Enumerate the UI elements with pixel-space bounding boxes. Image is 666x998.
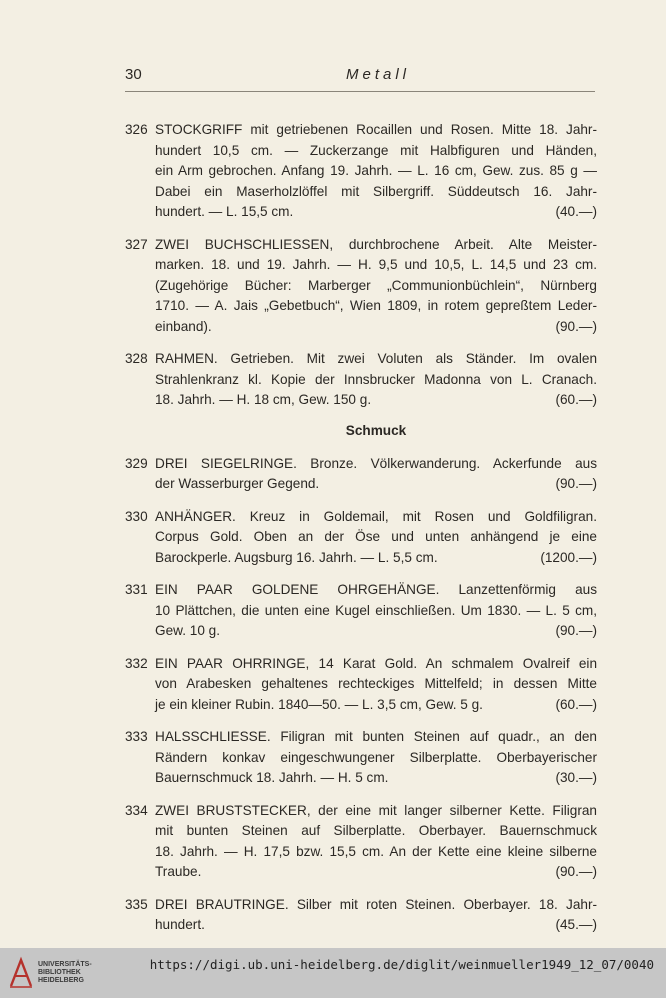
- entry-price: (45.—): [555, 917, 597, 932]
- catalog-entry: [125, 507, 597, 569]
- entry-line: 1710. — A. Jais „Gebetbuch“, Wien 1809, in rotem gepreßtem Leder-: [155, 298, 597, 313]
- entry-line: DREI BRAUTRINGE. Silber mit roten Steinen. Oberbayer. 18. Jahr-: [155, 896, 597, 912]
- entry-description: [155, 895, 597, 936]
- entry-line: von Arabesken gehaltenes rechteckiges Mittelfeld; in dessen Mitte: [155, 676, 597, 691]
- section-heading: Schmuck: [345, 422, 407, 438]
- entry-line: Traube.: [155, 864, 202, 879]
- entry-last-line: [155, 548, 597, 569]
- entry-line: Corpus Gold. Oben an der Öse und unten anhängend je eine: [155, 529, 597, 544]
- entry-line: HALSSCHLIESSE. Filigran mit bunten Steinen auf quadr., an den: [155, 729, 597, 744]
- entry-last-line: [155, 862, 597, 883]
- entry-line: ZWEI BRUSTSTECKER, der eine mit langer silberner Kette. Filigran: [155, 802, 597, 818]
- entry-line: hundert 10,5 cm. — Zuckerzange mit Halbfiguren und Händen,: [155, 142, 597, 158]
- entry-line: marken. 18. und 19. Jahrh. — H. 9,5 und 10,5, L. 14,5 und 23 cm.: [155, 257, 597, 272]
- entry-last-line: [155, 390, 597, 411]
- entry-last-line: [155, 915, 597, 936]
- entry-last-line: [155, 621, 597, 642]
- entry-number: 328: [125, 351, 148, 366]
- catalog-entry: [125, 120, 597, 223]
- entry-description: [155, 235, 597, 338]
- catalog-entry: [125, 454, 597, 495]
- entry-description: [155, 801, 597, 883]
- logo-line: HEIDELBERG: [38, 977, 84, 984]
- entry-last-line: [155, 768, 597, 789]
- entry-line: Strahlenkranz kl. Kopie der Innsbrucker Madonna von L. Cranach.: [155, 371, 597, 387]
- entry-price: (60.—): [555, 696, 597, 712]
- entry-line: STOCKGRIFF mit getriebenen Rocaillen und Rosen. Mitte 18. Jahr-: [155, 122, 597, 137]
- source-url-link[interactable]: https://digi.ub.uni-heidelberg.de/diglit/weinmueller1949_12_07/0040: [149, 957, 654, 972]
- entry-line: Rändern konkav eingeschwungener Silberplatte. Oberbayerischer: [155, 749, 597, 765]
- running-title: Metall: [345, 66, 410, 83]
- entry-line: EIN PAAR OHRRINGE, 14 Karat Gold. An schmalem Ovalreif ein: [155, 655, 597, 671]
- catalog-entry: [125, 654, 597, 716]
- entry-price: (60.—): [555, 392, 597, 407]
- entry-price: (90.—): [555, 623, 597, 638]
- entry-number: 334: [125, 802, 148, 818]
- entry-line: hundert.: [155, 917, 205, 932]
- entry-number: 327: [125, 236, 148, 252]
- library-logo-text: [38, 961, 92, 985]
- entry-line: Dabei ein Maserholzlöffel mit Silbergriff. Süddeutsch 16. Jahr-: [155, 183, 597, 199]
- page-header: [125, 64, 595, 88]
- entry-line: (Zugehörige Bücher: Marberger „Communionbüchlein“, Nürnberg: [155, 277, 597, 293]
- entry-last-line: [155, 317, 597, 338]
- entry-line: EIN PAAR GOLDENE OHRGEHÄNGE. Lanzettenförmig aus: [155, 582, 597, 597]
- entry-line: RAHMEN. Getrieben. Mit zwei Voluten als Ständer. Im ovalen: [155, 351, 597, 366]
- entry-line: 18. Jahrh. — H. 18 cm, Gew. 150 g.: [155, 392, 372, 407]
- entry-line: hundert. — L. 15,5 cm.: [155, 204, 294, 219]
- entry-line: mit bunten Steinen auf Silberplatte. Oberbayer. Bauernschmuck: [155, 823, 597, 838]
- logo-line: BIBLIOTHEK: [38, 969, 81, 976]
- entry-description: [155, 580, 597, 642]
- entry-description: [155, 120, 597, 223]
- entry-price: (30.—): [555, 770, 597, 785]
- entry-description: [155, 654, 597, 716]
- catalog-entry: [125, 727, 597, 789]
- entry-line: 18. Jahrh. — H. 17,5 bzw. 15,5 cm. An der Kette eine kleine silberne: [155, 843, 597, 859]
- page-number: 30: [125, 66, 142, 83]
- logo-line: UNIVERSITÄTS-: [38, 961, 92, 968]
- entry-last-line: [155, 474, 597, 495]
- entry-price: (90.—): [555, 864, 597, 879]
- entry-number: 333: [125, 729, 148, 744]
- entry-price: (90.—): [555, 318, 597, 334]
- entry-line: Barockperle. Augsburg 16. Jahrh. — L. 5,5 cm.: [155, 549, 438, 565]
- entry-line: der Wasserburger Gegend.: [155, 476, 320, 491]
- entry-line: ein Arm gebrochen. Anfang 19. Jahrh. — L. 16 cm, Gew. zus. 85 g —: [155, 163, 597, 178]
- entry-description: [155, 454, 597, 495]
- entry-number: 332: [125, 655, 148, 671]
- entry-description: [155, 507, 597, 569]
- entry-number: 326: [125, 122, 148, 137]
- entry-line: Gew. 10 g.: [155, 623, 220, 638]
- catalog-entries: [125, 120, 597, 948]
- entry-description: [155, 727, 597, 789]
- entry-line: einband).: [155, 318, 212, 334]
- entry-line: ZWEI BUCHSCHLIESSEN, durchbrochene Arbeit. Alte Meister-: [155, 236, 597, 252]
- entry-number: 331: [125, 582, 148, 597]
- entry-price: (90.—): [555, 476, 597, 491]
- catalog-entry: [125, 235, 597, 338]
- entry-number: 329: [125, 455, 148, 471]
- entry-line: DREI SIEGELRINGE. Bronze. Völkerwanderung. Ackerfunde aus: [155, 455, 597, 471]
- entry-last-line: [155, 695, 597, 716]
- entry-description: [155, 349, 597, 411]
- catalog-entry: [125, 801, 597, 883]
- entry-line: 10 Plättchen, die unten eine Kugel einschließen. Um 1830. — L. 5 cm,: [155, 602, 597, 618]
- entry-last-line: [155, 202, 597, 223]
- entry-number: 335: [125, 896, 148, 912]
- entry-line: ANHÄNGER. Kreuz in Goldemail, mit Rosen und Goldfiligran.: [155, 508, 597, 524]
- entries-schmuck: [125, 454, 597, 936]
- catalog-entry: [125, 895, 597, 936]
- header-rule: [125, 91, 595, 92]
- entry-line: Bauernschmuck 18. Jahrh. — H. 5 cm.: [155, 770, 389, 785]
- catalog-entry: [125, 349, 597, 411]
- entry-number: 330: [125, 508, 148, 524]
- footer-bar: [0, 948, 666, 998]
- entry-line: je ein kleiner Rubin. 1840—50. — L. 3,5 cm, Gew. 5 g.: [155, 696, 483, 712]
- catalog-entry: [125, 580, 597, 642]
- entry-price: (1200.—): [540, 549, 597, 565]
- entries-metall: [125, 120, 597, 411]
- entry-price: (40.—): [555, 204, 597, 219]
- library-logo-icon: [8, 956, 34, 990]
